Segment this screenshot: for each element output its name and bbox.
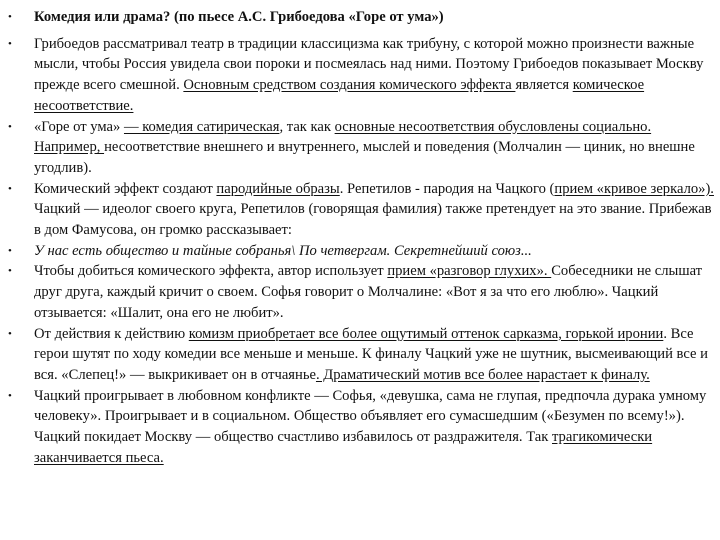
text-segment: . Репетилов - пародия на Чацкого ( [339,180,555,197]
text-segment: От действия к действию [34,325,189,342]
underlined-text: . Драматический мотив все более нарастает к финалу. [315,366,650,383]
underlined-text: пародийные образы [216,180,340,197]
underlined-text: — комедия сатирическая [123,118,280,135]
bullet-list [0,7,720,468]
bullet-icon: • [8,389,12,402]
list-item [0,34,716,117]
text-segment: Собеседники не слышат друг друга, каждый кричит о своем. Софья говорит о Молчалине: «Вот я за что его люблю». Чацкий отзывается: «Шалит, она его не любит». [34,263,703,321]
text-segment: несоответствие внешнего и внутреннего, мыслей и поведения (Молчалин — циник, но внешне угодлив). [34,139,695,176]
text-segment: Комический эффект создают [34,180,217,197]
bullet-icon: • [8,244,12,257]
bullet-icon: • [8,11,12,23]
underlined-text: трагикомически заканчивается пьеса. [34,429,653,466]
list-item [0,241,716,262]
bullet-icon: • [8,182,12,195]
slide-title-item [0,7,716,28]
list-item [0,386,716,469]
text-segment: «Горе от ума» [34,118,124,135]
bullet-icon: • [8,327,12,340]
list-item [0,261,716,323]
italic-quote: У нас есть общество и тайные собранья\ По четвергам. Секретнейший союз... [34,242,532,259]
text-segment: Грибоедов рассматривал театр в традиции классицизма как трибуну, с которой можно произнести важные мысли, чтобы Россия увидела свои пороки и посмеялась над ними. Поэтому Грибоедов показывает Москву прежде всего смешной. [34,35,704,94]
bullet-icon: • [8,120,12,133]
bullet-icon: • [8,265,12,278]
text-segment: является [515,77,573,94]
text-segment: . Все герои шутят по ходу комедии все меньше и меньше. К финалу Чацкий уже не шутник, высмеивающий все и вся. «Слепец!» — выкрикивает он в отчаянье [34,325,708,383]
list-item [0,179,716,241]
underlined-text: комизм приобретает все более ощутимый оттенок сарказма, горькой иронии [188,325,664,342]
list-item [0,117,716,179]
list-item [0,324,716,386]
underlined-text: прием «разговор глухих». [387,263,552,280]
underlined-text: Основным средством создания комического эффекта [183,77,516,94]
underlined-text: прием «кривое зеркало»). [554,180,714,197]
text-segment: Комедия или драма? (по пьесе А.С. Грибоедова «Горе от ума») [34,9,444,25]
underlined-text: комическое несоответствие. [34,77,645,114]
underlined-text: основные несоответствия обусловлены социально. Например, [34,118,652,156]
text-segment: Чацкий — идеолог своего круга, Репетилов (говорящая фамилия) также претендует на это звание. Прибежав в дом Фамусова, он громко рассказывает: [34,201,712,239]
text-segment: Чацкий проигрывает в любовном конфликте — Софья, «девушка, сама не глупая, предпочла дурака умному человеку». Проигрывает и в социальном. Общество объявляет его сумасшедшим («Безумен по всему!»). Чацкий покидает Москву — общество счастливо избавилось от раздражителя. Так [34,387,707,446]
bullet-icon: • [8,37,12,50]
text-segment: Чтобы добиться комического эффекта, автор использует [34,263,388,280]
text-segment: , так как [279,118,335,135]
